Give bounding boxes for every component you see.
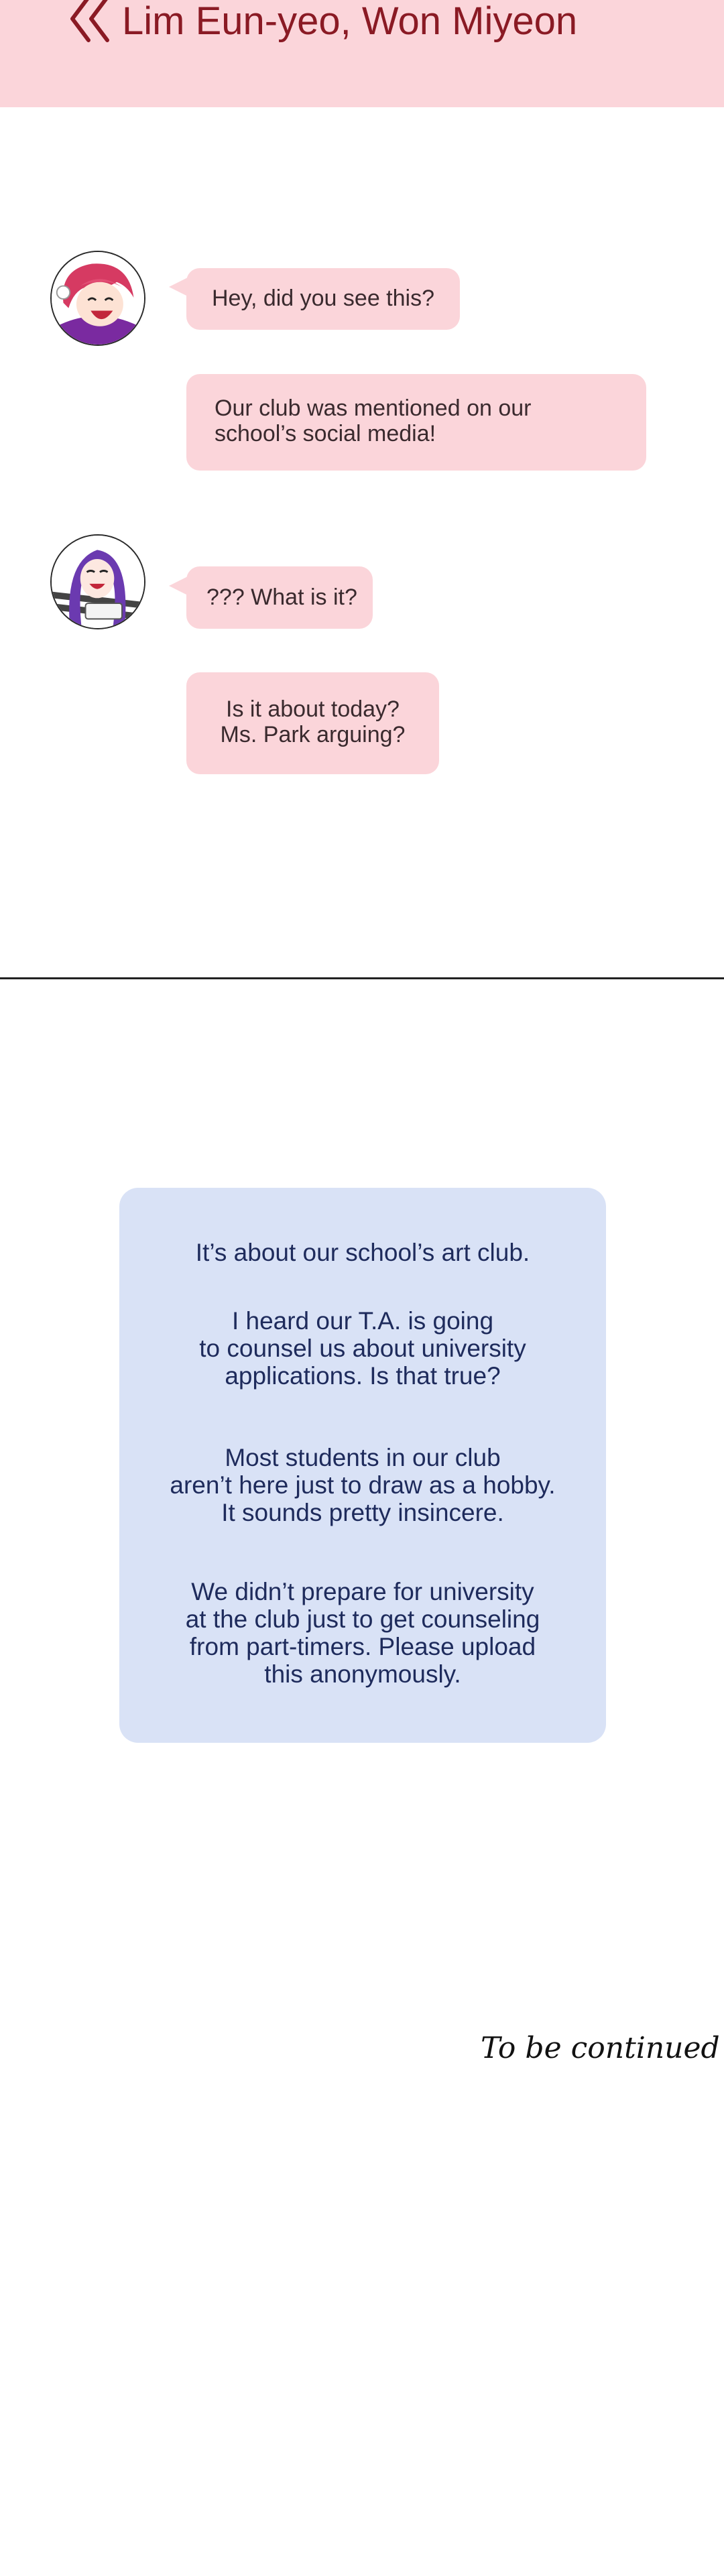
- anonymous-post-card: [119, 1188, 606, 1743]
- post-paragraph: I heard our T.A. is going to counsel us about university applications. Is that true?: [199, 1307, 526, 1390]
- bubble-tail: [169, 576, 188, 595]
- chat-header: [0, 0, 724, 107]
- post-paragraph: We didn’t prepare for university at the club just to get counseling from part-timers. Please upload this anonymously.: [185, 1578, 540, 1688]
- to-be-continued-label: To be continued: [481, 2031, 720, 2065]
- chat-title: Lim Eun-yeo, Won Miyeon: [122, 0, 578, 43]
- post-paragraph: It’s about our school’s art club.: [195, 1239, 530, 1266]
- message-bubble-2: Our club was mentioned on our school’s social media!: [186, 374, 646, 471]
- purple-haired-girl-avatar[interactable]: [50, 534, 145, 629]
- message-bubble-3: ??? What is it?: [186, 566, 373, 629]
- pink-haired-girl-avatar[interactable]: [50, 251, 145, 346]
- message-bubble-1: Hey, did you see this?: [186, 268, 460, 330]
- panel-divider: [0, 977, 724, 979]
- post-paragraph: Most students in our club aren’t here just to draw as a hobby. It sounds pretty insincere.: [170, 1444, 556, 1526]
- bubble-tail: [169, 278, 188, 296]
- message-bubble-4: Is it about today? Ms. Park arguing?: [186, 672, 439, 774]
- double-chevron-left-icon[interactable]: [66, 0, 113, 47]
